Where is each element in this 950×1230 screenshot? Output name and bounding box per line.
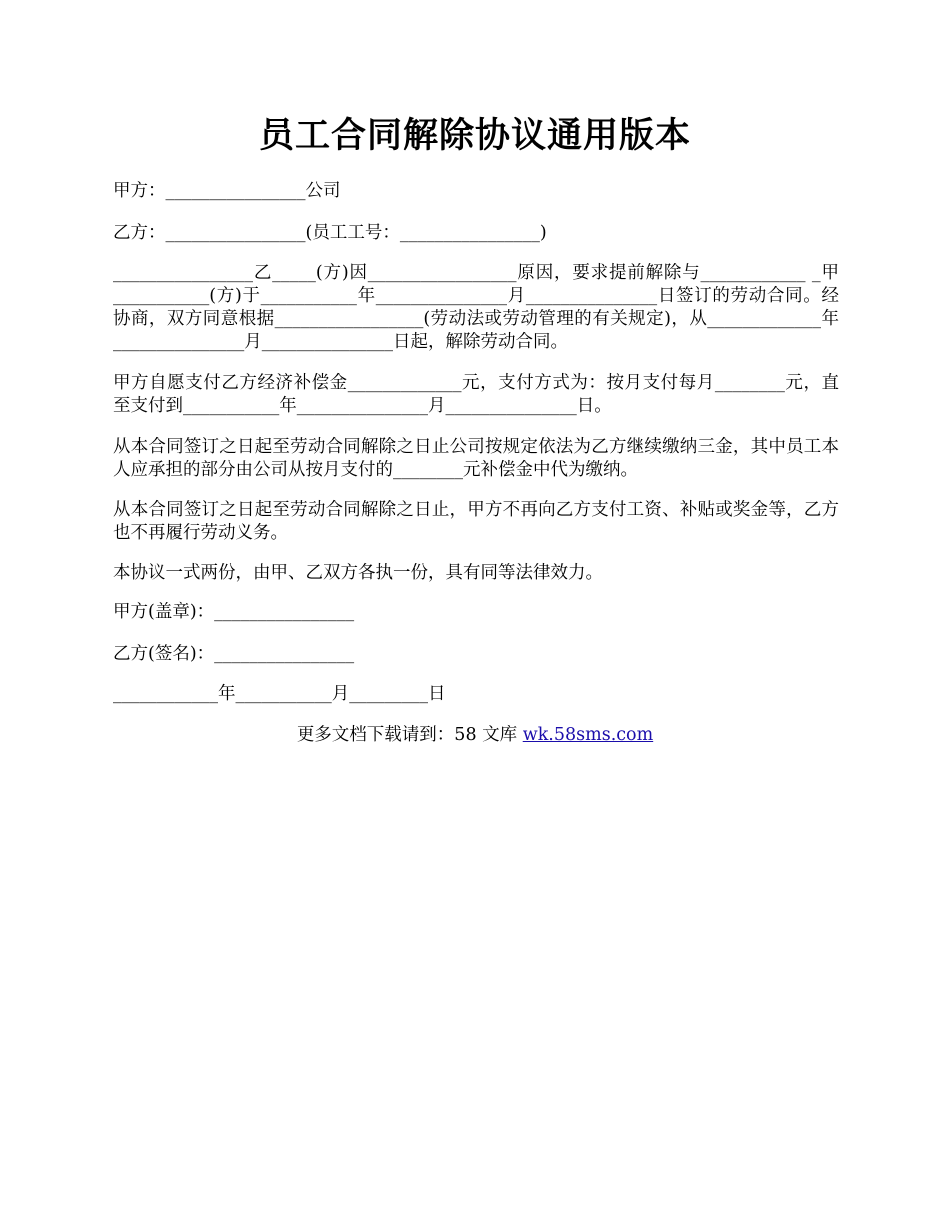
insurance-paragraph: 从本合同签订之日起至劳动合同解除之日止公司按规定依法为乙方继续缴纳三金，其中员工本人应承担的部分由公司从按月支付的________元补偿金中代为缴纳。 — [113, 437, 839, 480]
party-a-seal-line: 甲方(盖章)：________________ — [113, 602, 355, 622]
compensation-paragraph: 甲方自愿支付乙方经济补偿金_____________元，支付方式为：按月支付每月________元，直至支付到___________年_______________月_______________日。 — [113, 373, 839, 416]
party-b-line: 乙方：________________(员工工号：________________) — [113, 223, 547, 243]
footer-link[interactable]: wk.58sms.com — [522, 725, 654, 745]
footer-text: 更多文档下载请到：58 文库 — [296, 725, 523, 745]
document-title: 员工合同解除协议通用版本 — [258, 115, 691, 156]
obligations-paragraph: 从本合同签订之日起至劳动合同解除之日止，甲方不再向乙方支付工资、补贴或奖金等，乙方也不再履行劳动义务。 — [113, 500, 839, 543]
copies-paragraph: 本协议一式两份，由甲、乙双方各执一份，具有同等法律效力。 — [113, 563, 603, 583]
party-b-signature-line: 乙方(签名)：________________ — [113, 644, 355, 664]
date-line: ____________年___________月_________日 — [113, 684, 446, 704]
party-a-line: 甲方：________________公司 — [113, 181, 341, 201]
footer — [0, 724, 950, 747]
termination-reason-paragraph: ________________乙_____(方)因_________________原因，要求提前解除与____________ _甲___________(方)于___________年_______________月_______________日签订的劳动合同。经协商，双方同意根据_________________(劳动法或劳动管理的有关规定)，从_____________年_______________月_______________日起，解除劳动合同。 — [113, 263, 839, 352]
